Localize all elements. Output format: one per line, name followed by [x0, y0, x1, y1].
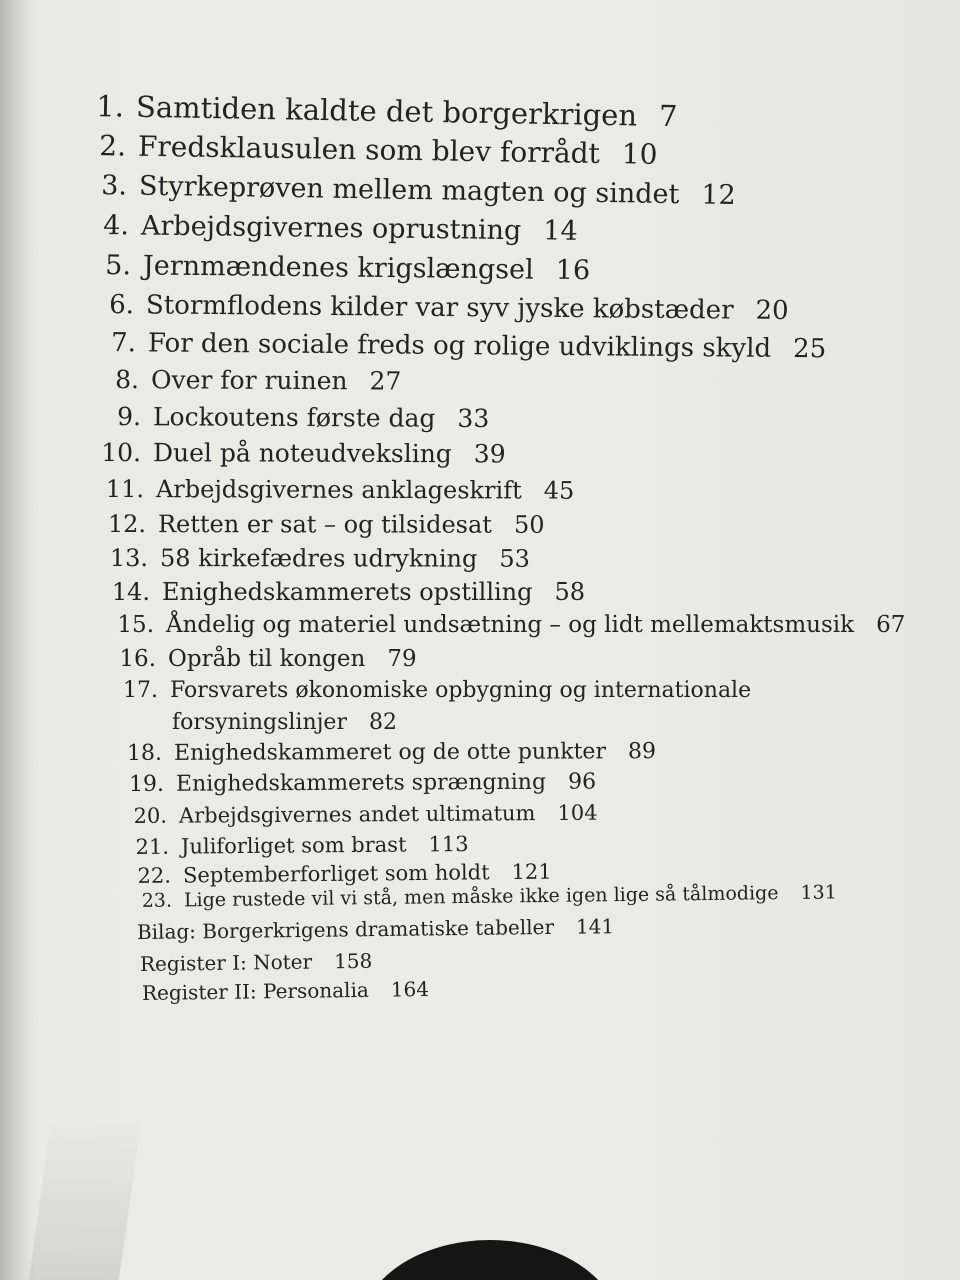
toc-entry-page: 20: [755, 295, 789, 326]
toc-entry-number: 4.: [103, 210, 130, 242]
toc-entry-page: 53: [499, 544, 530, 573]
toc-entry: [137, 916, 614, 942]
toc-entry-title: Over for ruinen: [150, 365, 348, 396]
toc-entry-title: Åndelig og materiel undsætning – og lidt mellemaktsmusik: [166, 612, 855, 638]
toc-entry-title: Styrkeprøven mellem magten og sindet: [138, 170, 680, 211]
toc-entry-page: 10: [621, 137, 658, 171]
toc-entry: [118, 680, 751, 702]
toc-entry: [120, 712, 397, 734]
toc-entry-page: 39: [473, 439, 506, 469]
toc-entry-page: 12: [701, 179, 736, 212]
toc-entry-number: 22.: [137, 863, 172, 888]
toc-entry-title: Lockoutens første dag: [152, 402, 436, 433]
toc-entry-title: 58 kirkefædres udrykning: [159, 544, 478, 573]
toc-entry-number: 21.: [135, 834, 170, 859]
toc-entry-page: 96: [567, 769, 597, 795]
toc-entry-page: 121: [511, 859, 552, 885]
toc-entry-page: 131: [800, 881, 837, 904]
toc-entry-title: Bilag: Borgerkrigens dramatiske tabeller: [136, 914, 555, 944]
toc-entry: [111, 404, 489, 431]
toc-entry-page: 89: [627, 739, 657, 765]
toc-entry-number: 16.: [119, 646, 156, 672]
toc-entry-title: Samtiden kaldte det borgerkrigen: [135, 89, 638, 133]
toc-entry-title: Stormflodens kilder var syv jyske købstæder: [145, 290, 734, 326]
toc-entry-title: Enighedskammerets opstilling: [162, 578, 533, 606]
toc-entry-page: 33: [457, 403, 490, 433]
toc-entry: [139, 948, 373, 976]
toc-entry-page: 113: [428, 832, 469, 857]
toc-entry-number: 3.: [100, 170, 128, 202]
toc-entry-title: Forsvarets økonomiske opbygning og internationale: [170, 678, 752, 703]
toc-entry-title: Arbejdsgivernes andet ultimatum: [178, 801, 536, 828]
toc-entry: [104, 292, 789, 324]
toc-entry: [108, 546, 530, 571]
toc-entry: [99, 212, 578, 245]
toc-entry-page: 141: [575, 914, 615, 939]
toc-entry: [124, 769, 597, 797]
toc-entry: [94, 129, 658, 171]
toc-entry-page: 104: [557, 800, 598, 825]
toc-entry-page: 27: [369, 366, 402, 396]
toc-entry: [122, 741, 656, 765]
toc-entry-number: 20.: [133, 803, 168, 828]
toc-entry-number: 6.: [109, 290, 135, 321]
toc-entry-page: 14: [543, 215, 578, 247]
toc-entry-number: 19.: [128, 771, 165, 797]
toc-entry-page: 45: [543, 476, 575, 505]
toc-entry-title: Lige rustede vil vi stå, men måske ikke igen lige så tålmodige: [183, 882, 779, 912]
toc-entry-title: Enighedskammeret og de otte punkter: [173, 739, 607, 766]
toc-entry-title: forsyningslinjer: [172, 710, 347, 735]
toc-entry-number: 9.: [117, 402, 142, 432]
toc-entry-number: 8.: [115, 365, 140, 395]
toc-entry-number: 18.: [126, 740, 163, 766]
toc-entry-page: 50: [513, 510, 545, 539]
toc-entry-title: Opråb til kongen: [168, 646, 366, 672]
toc-entry: [129, 834, 469, 858]
toc-entry: [97, 170, 736, 212]
toc-entry-number: 10.: [101, 438, 142, 468]
toc-entry-number: 1.: [96, 89, 125, 124]
toc-entry-title: Enighedskammerets sprængning: [175, 769, 547, 797]
toc-entry-title: Register II: Personalia: [141, 977, 369, 1005]
toc-entry: [116, 648, 417, 671]
toc-entry-title: Register I: Noter: [139, 949, 313, 976]
toc-entry: [109, 367, 402, 394]
toc-entry-number: 15.: [117, 612, 154, 638]
toc-entry-title: Arbejdsgivernes anklageskrift: [155, 475, 522, 505]
toc-entry: [131, 859, 552, 888]
toc-entry-number: 13.: [109, 544, 149, 573]
toc-entry-title: Duel på noteudveksling: [152, 438, 452, 469]
toc-entry: [127, 800, 598, 828]
toc-entry-number: 5.: [105, 250, 132, 282]
toc-entry-page: 16: [555, 254, 591, 287]
toc-entry-page: 79: [387, 646, 417, 672]
toc-entry: [114, 614, 905, 637]
toc-entry-number: 12.: [107, 510, 147, 539]
toc-entry-title: For den sociale freds og rolige udviklings skyld: [147, 328, 772, 364]
toc-entry-number: 17.: [123, 678, 158, 703]
toc-entry: [110, 580, 585, 604]
toc-entry-number: 11.: [105, 475, 145, 504]
toc-entry-title: Retten er sat – og tilsidesat: [157, 510, 492, 539]
toc-entry: [92, 89, 678, 134]
toc-entry-page: 164: [390, 976, 430, 1002]
toc-entry-page: 82: [368, 710, 397, 735]
toc-entry-number: 14.: [111, 578, 150, 606]
toc-entry-title: Arbejdsgivernes oprustning: [140, 210, 522, 247]
toc-entry: [106, 512, 545, 537]
toc-entry-page: 158: [333, 948, 373, 974]
toc-entry-page: 7: [658, 98, 678, 134]
toc-entry-page: 67: [876, 612, 906, 638]
toc-entry-number: 2.: [99, 129, 127, 163]
toc-entry-title: Jernmændenes krigslængsel: [142, 250, 534, 286]
toc-entry: [106, 328, 827, 365]
toc-entry-title: Fredsklausulen som blev forrådt: [137, 129, 601, 170]
toc-entry: [104, 477, 574, 503]
toc-entry-page: 25: [792, 333, 827, 365]
toc-entry-number: 7.: [111, 328, 137, 359]
toc-entry-page: 58: [554, 578, 586, 606]
toc-entry: [101, 250, 591, 287]
toc-entry-title: Septemberforliget som holdt: [182, 860, 490, 888]
toc-entry: [101, 438, 506, 469]
toc-entry-number: 23.: [141, 889, 173, 912]
toc-entry: [134, 883, 837, 911]
toc-entry-title: Juliforliget som brast: [180, 832, 407, 859]
toc-entry: [141, 976, 430, 1005]
